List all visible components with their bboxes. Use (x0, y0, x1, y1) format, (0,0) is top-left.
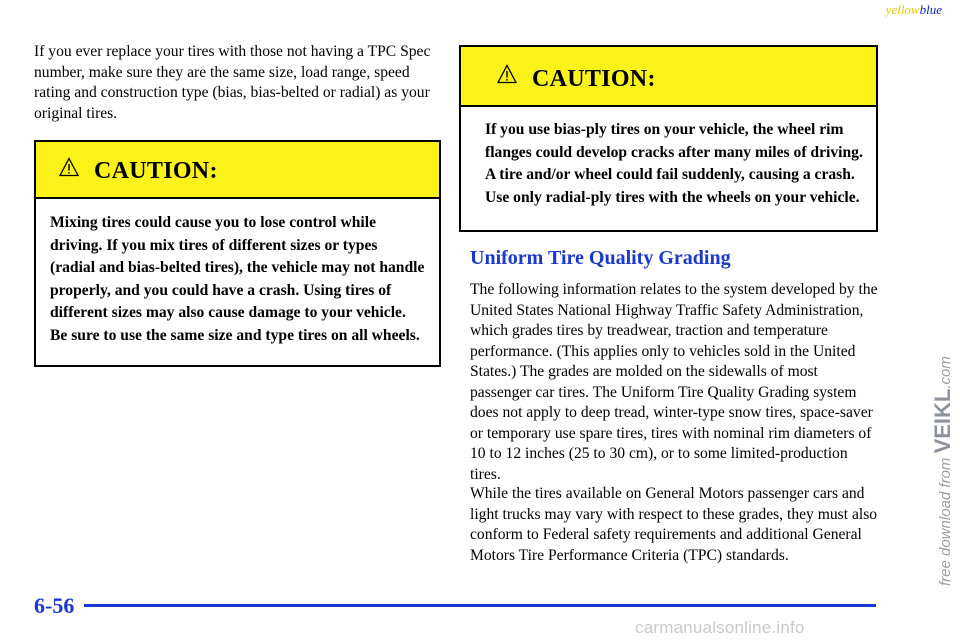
intro-paragraph: If you ever replace your tires with those not having a TPC Spec number, make sure they are the same size, load range, speed rating and construction type (bias, bias-belted or radial) as your original tires. (34, 43, 431, 122)
side-watermark (930, 46, 956, 586)
page-number: 6-56 (34, 593, 75, 618)
footer-rule (84, 604, 876, 607)
section-title: Uniform Tire Quality Grading (470, 247, 731, 269)
side-watermark-suffix: .com (937, 356, 954, 389)
warning-triangle-icon (59, 157, 79, 182)
caution-title-left: CAUTION: (94, 158, 218, 184)
caution-text-right: If you use bias-ply tires on your vehicle, the wheel rim flanges could develop cracks after many miles of driving. A tire and/or wheel could fail suddenly, causing a crash. Use only radial-ply tires with the wheels on your vehicle. (485, 121, 863, 206)
grading-paragraph-2: While the tires available on General Motors passenger cars and light trucks may vary with respect to these grades, they must also conform to Federal safety requirements and additional General Motors Tire Performance Criteria (TPC) standards. (470, 485, 878, 564)
left-column (34, 42, 442, 124)
color-tag-blue: blue (919, 2, 942, 17)
caution-text-left: Mixing tires could cause you to lose control while driving. If you mix tires of different sizes or types (radial and bias-belted tires), the vehicle may not handle properly, and you could have a crash. Using tires of different sizes may also cause damage to your vehicle. Be sure to use the same size and type tires on all wheels. (50, 214, 425, 344)
grading-paragraph-1: The following information relates to the system developed by the United States National Highway Traffic Safety Administration, which grades tires by treadwear, traction and temperature performance. (This applies only to vehicles sold in the United States.) The grades are molded on the sidewalls of most passenger car tires. The Uniform Tire Quality Grading system does not apply to deep tread, winter-type snow tires, space-saver or temporary use spare tires, tires with nominal rim diameters of 10 to 12 inches (25 to 30 cm), or to some limited-production tires. (470, 281, 878, 483)
caution-box-right (459, 45, 878, 232)
side-watermark-prefix: free download from (937, 457, 954, 586)
caution-header-left (36, 142, 439, 199)
color-tag (886, 2, 942, 18)
site-watermark: carmanualsonline.info (635, 618, 805, 637)
warning-triangle-icon (497, 64, 517, 89)
color-tag-yellow: yellow (885, 2, 920, 17)
side-watermark-brand: VEIKL (930, 388, 955, 454)
caution-header-right (461, 47, 876, 107)
caution-box-left (34, 140, 441, 367)
caution-title-right: CAUTION: (532, 65, 656, 92)
